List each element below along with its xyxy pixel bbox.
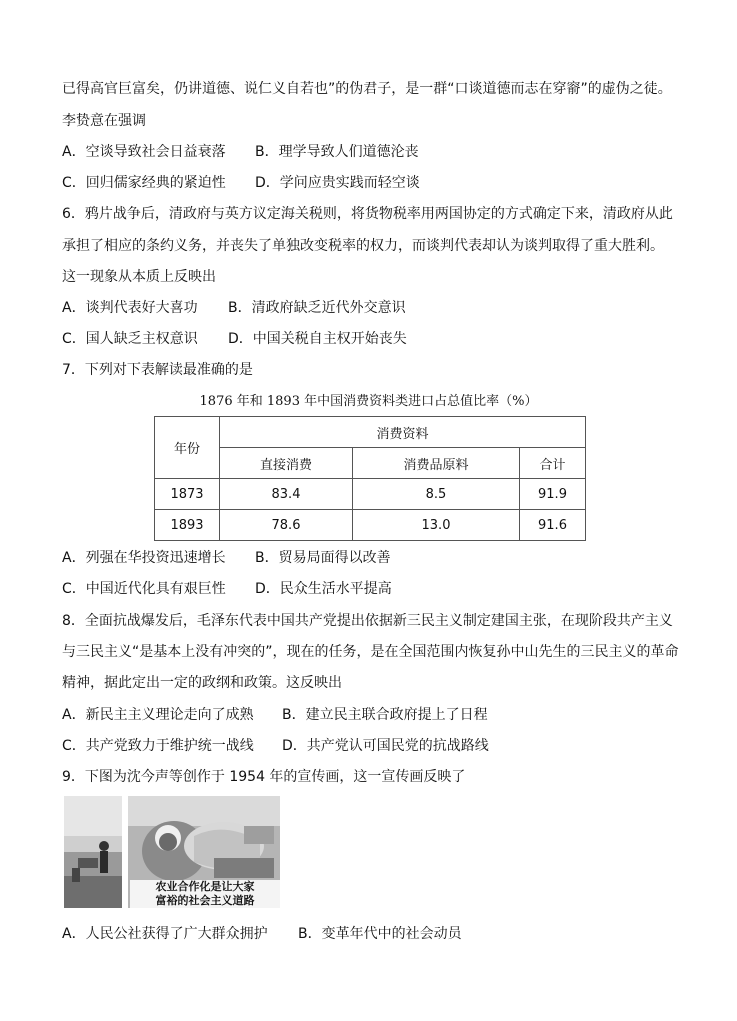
q7-stem: 7．下列对下表解读最准确的是: [62, 362, 253, 378]
cell-raw: 8.5: [353, 479, 520, 510]
q8-stem-line-1: 8．全面抗战爆发后，毛泽东代表中国共产党提出依据新三民主义制定建国主张，在现阶段共产主义: [62, 613, 673, 629]
q6-stem-line-1: 6．鸦片战争后，清政府与英方议定海关税则，将货物税率用两国协定的方式确定下来，清政府从此: [62, 206, 673, 222]
q5-option-d: D．学问应贵实践而轻空谈: [255, 175, 420, 191]
cell-total: 91.6: [520, 510, 586, 541]
header-raw-materials: 消费品原料: [353, 448, 520, 479]
import-ratio-table: [154, 416, 586, 541]
q6-stem-line-3: 这一现象从本质上反映出: [62, 269, 216, 285]
q9-option-a: A．人民公社获得了广大群众拥护: [62, 926, 268, 942]
header-year: 年份: [155, 417, 220, 479]
q7-option-c: C．中国近代化具有艰巨性: [62, 581, 226, 597]
header-total: 合计: [520, 448, 586, 479]
q8-option-d: D．共产党认可国民党的抗战路线: [282, 738, 489, 754]
cell-year: 1873: [155, 479, 220, 510]
q7-option-a: A．列强在华投资迅速增长: [62, 550, 226, 566]
q6-option-d: D．中国关税自主权开始丧失: [228, 331, 407, 347]
q5-option-c: C．回归儒家经典的紧迫性: [62, 175, 226, 191]
poster-caption: [130, 880, 280, 908]
q6-option-a: A．谈判代表好大喜功: [62, 300, 198, 316]
header-consumption-materials: 消费资料: [220, 417, 586, 448]
q5-option-b: B．理学导致人们道德沦丧: [255, 144, 419, 160]
q5-text-line-2: 李贽意在强调: [62, 113, 146, 129]
q8-stem-line-3: 精神，据此定出一定的政纲和政策。这反映出: [62, 675, 342, 691]
cell-year: 1893: [155, 510, 220, 541]
q6-option-b: B．清政府缺乏近代外交意识: [228, 300, 406, 316]
table-row: [155, 510, 586, 541]
q8-option-a: A．新民主主义理论走向了成熟: [62, 707, 254, 723]
q9-option-b: B．变革年代中的社会动员: [298, 926, 462, 942]
q8-option-c: C．共产党致力于维护统一战线: [62, 738, 254, 754]
q7-option-d: D．民众生活水平提高: [255, 581, 392, 597]
poster-caption-line-1: 农业合作化是让大家: [155, 880, 255, 893]
table-caption: 1876 年和 1893 年中国消费资料类进口占总值比率（%）: [199, 394, 538, 409]
q5-option-a: A．空谈导致社会日益衰落: [62, 144, 226, 160]
cell-direct: 83.4: [220, 479, 353, 510]
q6-stem-line-2: 承担了相应的条约义务，并丧失了单独改变税率的权力，而谈判代表却认为谈判取得了重大胜利。: [62, 238, 664, 254]
q9-stem: 9．下图为沈今声等创作于 1954 年的宣传画，这一宣传画反映了: [62, 769, 466, 785]
poster-caption-line-2: 富裕的社会主义道路: [155, 894, 255, 907]
cell-total: 91.9: [520, 479, 586, 510]
cell-raw: 13.0: [353, 510, 520, 541]
header-direct-consumption: 直接消费: [220, 448, 353, 479]
q8-option-b: B．建立民主联合政府提上了日程: [282, 707, 488, 723]
q6-option-c: C．国人缺乏主权意识: [62, 331, 198, 347]
cell-direct: 78.6: [220, 510, 353, 541]
q7-option-b: B．贸易局面得以改善: [255, 550, 391, 566]
q8-stem-line-2: 与三民主义“是基本上没有冲突的”，现在的任务，是在全国范围内恢复孙中山先生的三民主义的革命: [62, 644, 679, 660]
q5-text-line-1: 已得高官巨富矣，仍讲道德、说仁义自若也”的伪君子，是一群“口谈道德而志在穿窬”的虚伪之徒。: [62, 81, 672, 97]
table-row: [155, 479, 586, 510]
